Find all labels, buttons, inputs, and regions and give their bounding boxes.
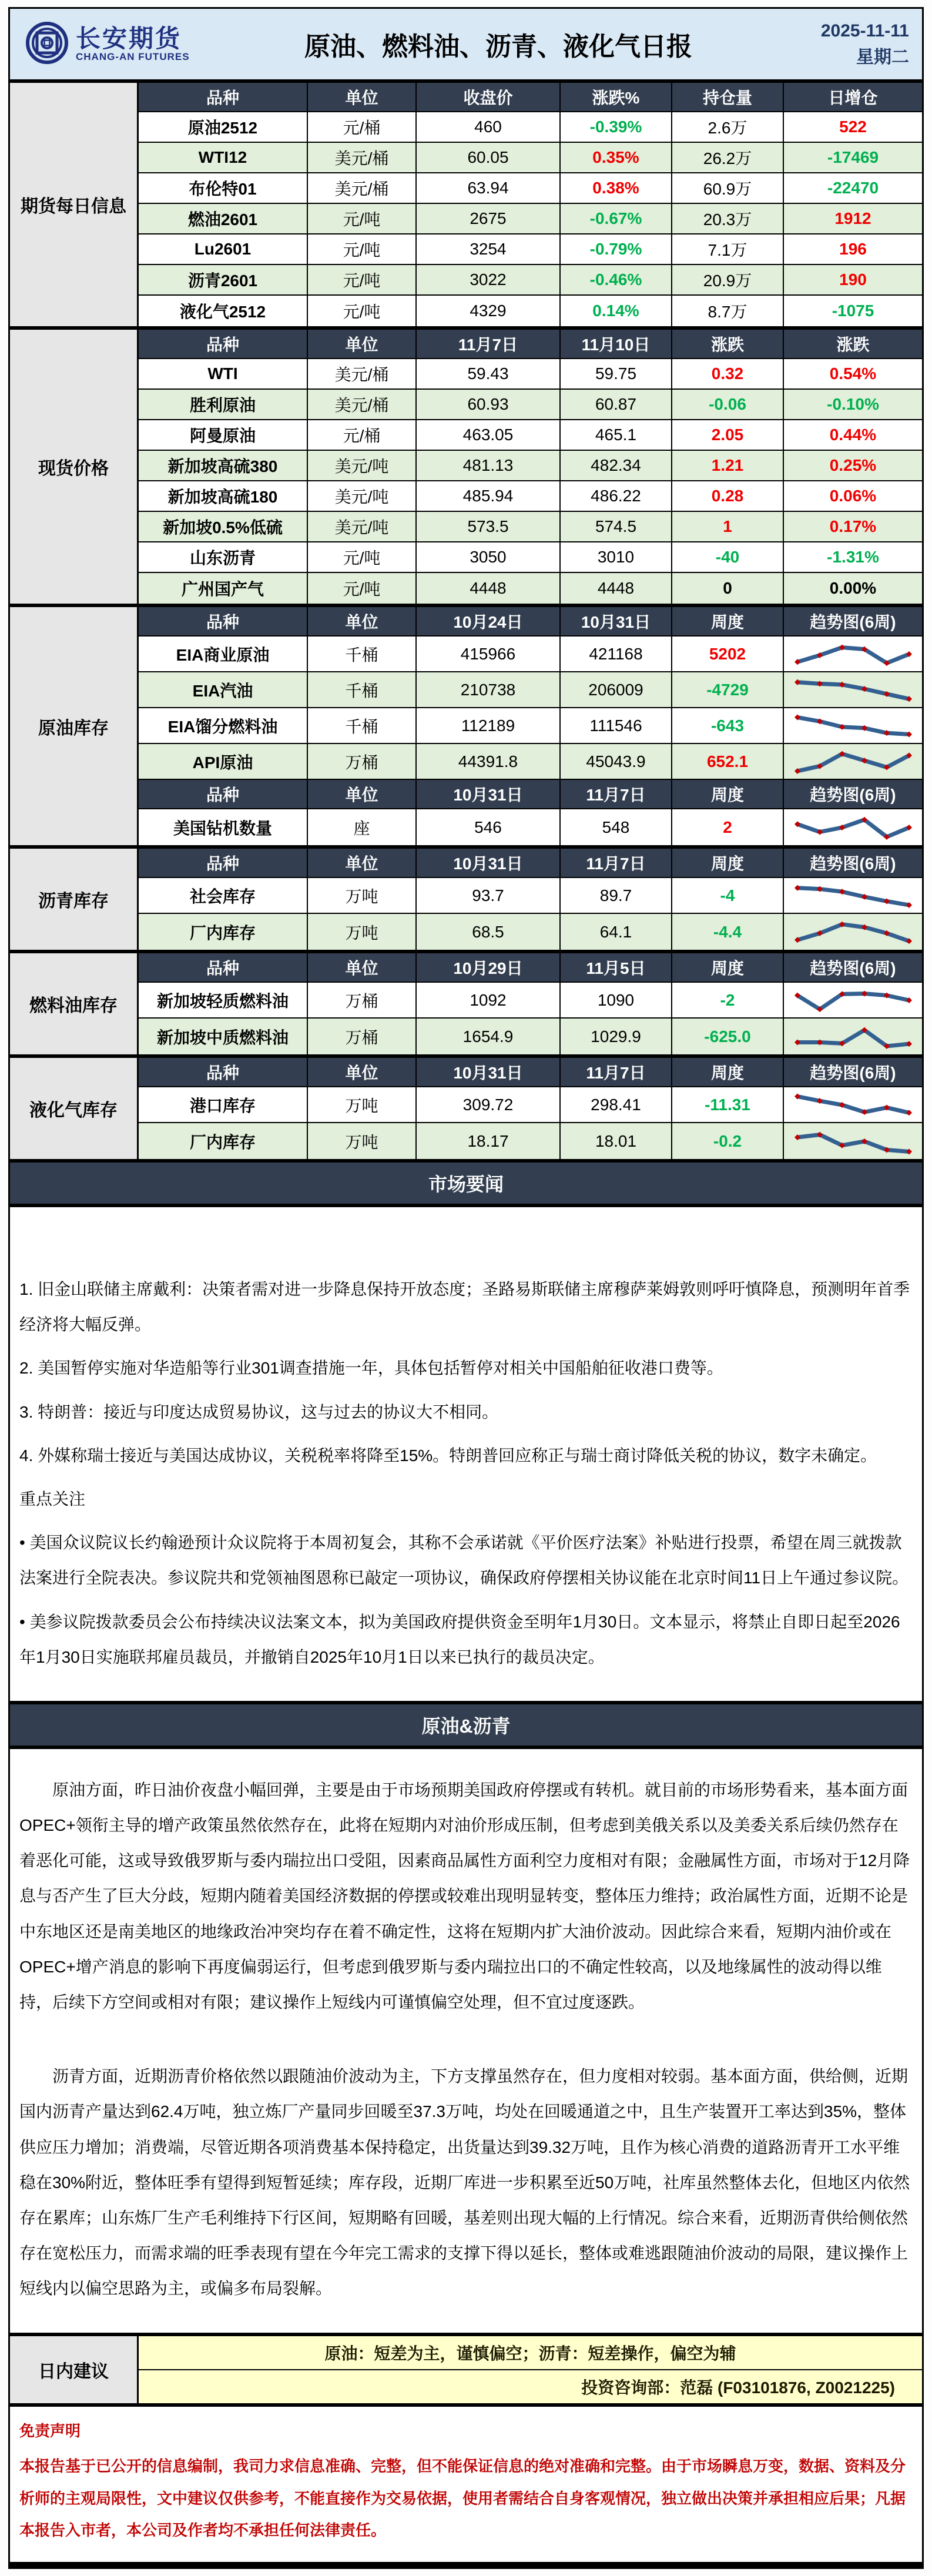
table-cell: 3254 bbox=[417, 235, 561, 265]
report-date bbox=[775, 18, 922, 71]
trend-sparkline bbox=[790, 638, 916, 670]
trend-cell bbox=[784, 1087, 922, 1123]
trend-sparkline bbox=[790, 1021, 916, 1053]
data-section bbox=[10, 953, 922, 1058]
table-cell: 63.94 bbox=[417, 173, 561, 204]
column-header: 单位 bbox=[308, 607, 417, 637]
column-header: 趋势图(6周) bbox=[784, 607, 922, 637]
table-cell: 111546 bbox=[561, 708, 672, 744]
table-cell: 60.05 bbox=[417, 143, 561, 173]
section-label: 现货价格 bbox=[10, 330, 139, 604]
column-header: 趋势图(6周) bbox=[784, 849, 922, 878]
trend-cell bbox=[784, 983, 922, 1019]
column-header: 单位 bbox=[308, 780, 417, 809]
section-table bbox=[139, 1058, 922, 1159]
table-row bbox=[139, 542, 922, 573]
table-cell: -643 bbox=[672, 708, 784, 744]
trend-cell bbox=[784, 878, 922, 914]
column-header: 趋势图(6周) bbox=[784, 780, 922, 809]
table-row bbox=[139, 1087, 922, 1123]
table-cell: 26.2万 bbox=[672, 143, 784, 173]
trend-sparkline bbox=[790, 746, 916, 778]
table-cell: 2.6万 bbox=[672, 112, 784, 143]
table-cell: 新加坡高硫180 bbox=[139, 481, 308, 512]
table-row bbox=[139, 112, 922, 143]
table-cell: 0.06% bbox=[784, 481, 922, 512]
trend-sparkline bbox=[790, 710, 916, 742]
column-header: 品种 bbox=[139, 330, 308, 359]
column-header: 单位 bbox=[308, 1058, 417, 1087]
column-header: 周度 bbox=[672, 607, 784, 637]
sections bbox=[10, 83, 922, 1163]
trend-sparkline bbox=[790, 1125, 916, 1157]
table-cell: 548 bbox=[561, 809, 672, 845]
column-header: 单位 bbox=[308, 330, 417, 359]
table-cell: 元/吨 bbox=[308, 296, 417, 326]
table-cell: 美元/桶 bbox=[308, 143, 417, 173]
trend-cell bbox=[784, 708, 922, 744]
table-cell: 原油2512 bbox=[139, 112, 308, 143]
column-header: 单位 bbox=[308, 83, 417, 112]
advice-line2: 投资咨询部：范磊 (F03101876, Z0021225) bbox=[139, 2370, 922, 2403]
table-cell: 千桶 bbox=[308, 672, 417, 708]
table-cell: 沥青2601 bbox=[139, 265, 308, 296]
table-cell: 190 bbox=[784, 265, 922, 296]
column-header: 品种 bbox=[139, 607, 308, 637]
table-cell: 厂内库存 bbox=[139, 914, 308, 950]
table-cell: 522 bbox=[784, 112, 922, 143]
news-top-spacer bbox=[19, 1222, 913, 1264]
table-cell: 新加坡0.5%低硫 bbox=[139, 512, 308, 542]
column-header: 收盘价 bbox=[417, 83, 561, 112]
table-header-row bbox=[139, 780, 922, 809]
analysis-paragraph: 沥青方面，近期沥青价格依然以跟随油价波动为主，下方支撑虽然存在，但力度相对较弱。基本面方面，供给侧，近期国内沥青产量达到62.4万吨，独立炼厂产量同步回暖至37.3万吨，均处在回暖通道之中，且生产装置开工率达到35%，整体供应压力增加；消费端，尽管近期各项消费基本保持稳定，出货量达到39.32万吨，且作为核心消费的道路沥青开工水平维稳在30%附近，整体旺季有望得到短暂延续；库存段，近期厂库进一步积累至近50万吨，社库虽然整体去化，但地区内依然存在累库；山东炼厂生产毛利维持下行区间，短期略有回暖，基差则出现大幅的上行情况。综合来看，近期沥青供给侧依然存在宽松压力，而需求端的旺季表现有望在今年完工需求的支撑下得以延长，整体或难逃跟随油价波动的局限，建议操作上短线内以偏空思路为主，或偏多布局裂解。 bbox=[19, 2067, 910, 2298]
table-cell: 元/桶 bbox=[308, 112, 417, 143]
table-cell: -4.4 bbox=[672, 914, 784, 950]
table-cell: 0 bbox=[672, 573, 784, 604]
table-cell: 573.5 bbox=[417, 512, 561, 542]
trend-sparkline bbox=[790, 674, 916, 706]
table-row bbox=[139, 390, 922, 420]
table-cell: -0.10% bbox=[784, 390, 922, 420]
disclaimer-body: 本报告基于已公开的信息编制，我司力求信息准确、完整，但不能保证信息的绝对准确和完整。由于市场瞬息万变，数据、资料及分析师的主观局限性，文中建议仅供参考，不能直接作为交易依据，使用者需结合自身客观情况，独立做出决策并承担相应后果；凡据本报告入市者，本公司及作者均不承担任何法律责任。 bbox=[19, 2457, 906, 2540]
trend-cell bbox=[784, 1019, 922, 1054]
section-label: 燃料油库存 bbox=[10, 953, 139, 1054]
trend-sparkline bbox=[790, 1089, 916, 1121]
table-row bbox=[139, 1123, 922, 1159]
table-cell: WTI12 bbox=[139, 143, 308, 173]
table-header-row bbox=[139, 83, 922, 112]
table-cell: 新加坡轻质燃料油 bbox=[139, 983, 308, 1019]
column-header: 11月7日 bbox=[561, 1058, 672, 1087]
table-row bbox=[139, 878, 922, 914]
table-row bbox=[139, 809, 922, 845]
table-header-row bbox=[139, 953, 922, 983]
table-cell: 309.72 bbox=[417, 1087, 561, 1123]
table-cell: 8.7万 bbox=[672, 296, 784, 326]
table-cell: 厂内库存 bbox=[139, 1123, 308, 1159]
news-focus-title: 重点关注 bbox=[19, 1489, 86, 1508]
table-cell: 万桶 bbox=[308, 744, 417, 780]
table-cell: 460 bbox=[417, 112, 561, 143]
table-cell: 0.17% bbox=[784, 512, 922, 542]
table-cell: 2.05 bbox=[672, 420, 784, 451]
trend-sparkline bbox=[790, 812, 916, 843]
table-cell: 1029.9 bbox=[561, 1019, 672, 1054]
column-header: 持仓量 bbox=[672, 83, 784, 112]
advice-section bbox=[10, 2336, 922, 2407]
table-cell: 广州国产气 bbox=[139, 573, 308, 604]
column-header: 10月24日 bbox=[417, 607, 561, 637]
table-cell: 5202 bbox=[672, 637, 784, 672]
table-cell: 元/吨 bbox=[308, 204, 417, 235]
table-header-row bbox=[139, 330, 922, 359]
table-cell: 元/吨 bbox=[308, 542, 417, 573]
column-header: 涨跌 bbox=[672, 330, 784, 359]
table-cell: 20.3万 bbox=[672, 204, 784, 235]
table-cell: 座 bbox=[308, 809, 417, 845]
table-cell: 415966 bbox=[417, 637, 561, 672]
column-header: 趋势图(6周) bbox=[784, 1058, 922, 1087]
table-cell: 美元/桶 bbox=[308, 359, 417, 390]
data-section bbox=[10, 1058, 922, 1163]
column-header: 10月31日 bbox=[561, 607, 672, 637]
table-cell: -1075 bbox=[784, 296, 922, 326]
column-header: 11月10日 bbox=[561, 330, 672, 359]
brand-block bbox=[10, 21, 222, 68]
report-frame bbox=[8, 7, 924, 2569]
table-cell: 2675 bbox=[417, 204, 561, 235]
column-header: 趋势图(6周) bbox=[784, 953, 922, 983]
table-cell: 463.05 bbox=[417, 420, 561, 451]
section-label: 液化气库存 bbox=[10, 1058, 139, 1159]
table-cell: 421168 bbox=[561, 637, 672, 672]
table-row bbox=[139, 573, 922, 604]
news-item: 2. 美国暂停实施对华造船等行业301调查措施一年，具体包括暂停对相关中国船舶征收港口费等。 bbox=[19, 1359, 723, 1378]
table-cell: 652.1 bbox=[672, 744, 784, 780]
table-cell: 546 bbox=[417, 809, 561, 845]
column-header: 品种 bbox=[139, 849, 308, 878]
table-cell: 59.43 bbox=[417, 359, 561, 390]
data-section bbox=[10, 607, 922, 849]
table-cell: -0.79% bbox=[561, 235, 672, 265]
table-row bbox=[139, 744, 922, 780]
column-header: 涨跌 bbox=[784, 330, 922, 359]
table-cell: 0.32 bbox=[672, 359, 784, 390]
table-cell: 0.25% bbox=[784, 451, 922, 481]
table-cell: 元/吨 bbox=[308, 573, 417, 604]
section-table bbox=[139, 330, 922, 604]
table-cell: -625.0 bbox=[672, 1019, 784, 1054]
table-cell: 元/吨 bbox=[308, 235, 417, 265]
column-header: 11月7日 bbox=[561, 849, 672, 878]
news-focus-items bbox=[19, 1525, 913, 1675]
table-cell: Lu2601 bbox=[139, 235, 308, 265]
column-header: 品种 bbox=[139, 1058, 308, 1087]
advice-content bbox=[139, 2336, 922, 2403]
table-cell: 298.41 bbox=[561, 1087, 672, 1123]
table-row bbox=[139, 265, 922, 296]
table-cell: 0.00% bbox=[784, 573, 922, 604]
table-cell: 60.9万 bbox=[672, 173, 784, 204]
table-row bbox=[139, 672, 922, 708]
table-header-row bbox=[139, 849, 922, 878]
table-cell: 59.75 bbox=[561, 359, 672, 390]
advice-label: 日内建议 bbox=[10, 2336, 139, 2403]
brand-name-en: CHANG-AN FUTURES bbox=[76, 51, 190, 63]
table-cell: 1090 bbox=[561, 983, 672, 1019]
table-cell: 210738 bbox=[417, 672, 561, 708]
brand-text bbox=[76, 26, 190, 62]
table-cell: 1 bbox=[672, 512, 784, 542]
section-table bbox=[139, 849, 922, 950]
column-header: 单位 bbox=[308, 953, 417, 983]
section-table bbox=[139, 83, 922, 326]
table-cell: 0.28 bbox=[672, 481, 784, 512]
table-row bbox=[139, 512, 922, 542]
table-row bbox=[139, 204, 922, 235]
table-cell: 112189 bbox=[417, 708, 561, 744]
trend-cell bbox=[784, 914, 922, 950]
table-row bbox=[139, 420, 922, 451]
column-header: 11月7日 bbox=[417, 330, 561, 359]
table-cell: 44391.8 bbox=[417, 744, 561, 780]
table-row bbox=[139, 235, 922, 265]
table-cell: -11.31 bbox=[672, 1087, 784, 1123]
table-cell: EIA汽油 bbox=[139, 672, 308, 708]
table-cell: 0.54% bbox=[784, 359, 922, 390]
table-cell: 20.9万 bbox=[672, 265, 784, 296]
table-cell: 486.22 bbox=[561, 481, 672, 512]
table-cell: 万吨 bbox=[308, 1087, 417, 1123]
table-cell: 18.01 bbox=[561, 1123, 672, 1159]
table-cell: 4448 bbox=[561, 573, 672, 604]
column-header: 周度 bbox=[672, 1058, 784, 1087]
table-cell: 3010 bbox=[561, 542, 672, 573]
table-cell: -22470 bbox=[784, 173, 922, 204]
table-cell: 万吨 bbox=[308, 1123, 417, 1159]
table-cell: 2 bbox=[672, 809, 784, 845]
table-cell: 布伦特01 bbox=[139, 173, 308, 204]
report-header bbox=[10, 9, 922, 83]
brand-name-cn: 长安期货 bbox=[76, 25, 182, 53]
table-cell: 1092 bbox=[417, 983, 561, 1019]
table-cell: 燃油2601 bbox=[139, 204, 308, 235]
column-header: 10月31日 bbox=[417, 849, 561, 878]
report-title: 原油、燃料油、沥青、液化气日报 bbox=[304, 32, 692, 61]
news-items bbox=[19, 1272, 913, 1473]
table-row bbox=[139, 296, 922, 326]
table-row bbox=[139, 1019, 922, 1054]
table-row bbox=[139, 481, 922, 512]
trend-cell bbox=[784, 1123, 922, 1159]
news-item: 3. 特朗普：接近与印度达成贸易协议，这与过去的协议大不相同。 bbox=[19, 1402, 499, 1421]
table-cell: 新加坡高硫380 bbox=[139, 451, 308, 481]
trend-sparkline bbox=[790, 984, 916, 1016]
news-focus-item: • 美国众议院议长约翰逊预计众议院将于本周初复会，其称不会承诺就《平价医疗法案》补贴进行投票，希望在周三就拨款法案进行全院表决。参议院共和党领袖图恩称已敲定一项协议，确保政府停摆相关协议能在北京时间11日上午通过参议院。 bbox=[19, 1533, 909, 1587]
table-row bbox=[139, 143, 922, 173]
table-cell: 1912 bbox=[784, 204, 922, 235]
table-cell: 社会库存 bbox=[139, 878, 308, 914]
table-header-row bbox=[139, 1058, 922, 1087]
analysis-banner: 原油&沥青 bbox=[10, 1704, 922, 1749]
table-row bbox=[139, 637, 922, 672]
section-table bbox=[139, 953, 922, 1054]
table-cell: 89.7 bbox=[561, 878, 672, 914]
column-header: 单位 bbox=[308, 849, 417, 878]
table-cell: 3050 bbox=[417, 542, 561, 573]
table-cell: 万吨 bbox=[308, 878, 417, 914]
table-cell: WTI bbox=[139, 359, 308, 390]
table-cell: -1.31% bbox=[784, 542, 922, 573]
table-cell: 206009 bbox=[561, 672, 672, 708]
table-cell: -4 bbox=[672, 878, 784, 914]
table-row bbox=[139, 451, 922, 481]
table-cell: 千桶 bbox=[308, 637, 417, 672]
table-cell: -0.2 bbox=[672, 1123, 784, 1159]
column-header: 周度 bbox=[672, 849, 784, 878]
table-cell: 液化气2512 bbox=[139, 296, 308, 326]
table-cell: 0.44% bbox=[784, 420, 922, 451]
table-cell: 美元/吨 bbox=[308, 512, 417, 542]
column-header: 11月7日 bbox=[561, 780, 672, 809]
table-cell: -0.67% bbox=[561, 204, 672, 235]
table-cell: 千桶 bbox=[308, 708, 417, 744]
table-cell: EIA馏分燃料油 bbox=[139, 708, 308, 744]
table-row bbox=[139, 359, 922, 390]
table-cell: 山东沥青 bbox=[139, 542, 308, 573]
table-row bbox=[139, 983, 922, 1019]
disclaimer-title: 免责声明 bbox=[19, 2421, 81, 2440]
data-section bbox=[10, 849, 922, 953]
table-cell: 60.87 bbox=[561, 390, 672, 420]
table-cell: 万桶 bbox=[308, 983, 417, 1019]
news-block bbox=[10, 1207, 922, 1704]
trend-sparkline bbox=[790, 880, 916, 912]
table-cell: 3022 bbox=[417, 265, 561, 296]
column-header: 品种 bbox=[139, 83, 308, 112]
column-header: 10月29日 bbox=[417, 953, 561, 983]
table-cell: 481.13 bbox=[417, 451, 561, 481]
table-cell: 4448 bbox=[417, 573, 561, 604]
data-section bbox=[10, 330, 922, 607]
table-cell: -4729 bbox=[672, 672, 784, 708]
news-item: 4. 外媒称瑞士接近与美国达成协议，关税税率将降至15%。特朗普回应称正与瑞士商讨降低关税的协议，数字未确定。 bbox=[19, 1446, 877, 1465]
table-cell: 阿曼原油 bbox=[139, 420, 308, 451]
table-cell: API原油 bbox=[139, 744, 308, 780]
table-cell: 93.7 bbox=[417, 878, 561, 914]
table-cell: 1.21 bbox=[672, 451, 784, 481]
table-cell: 胜利原油 bbox=[139, 390, 308, 420]
trend-cell bbox=[784, 744, 922, 780]
table-cell: -17469 bbox=[784, 143, 922, 173]
column-header: 品种 bbox=[139, 780, 308, 809]
analysis-block bbox=[10, 1749, 922, 2336]
table-row bbox=[139, 173, 922, 204]
column-header: 品种 bbox=[139, 953, 308, 983]
table-cell: EIA商业原油 bbox=[139, 637, 308, 672]
table-cell: 美元/桶 bbox=[308, 390, 417, 420]
date-value: 2025-11-11 bbox=[820, 21, 909, 41]
table-cell: 485.94 bbox=[417, 481, 561, 512]
advice-line1: 原油：短差为主，谨慎偏空；沥青：短差操作，偏空为辅 bbox=[139, 2336, 922, 2370]
table-cell: 0.38% bbox=[561, 173, 672, 204]
weekday-value: 星期二 bbox=[856, 48, 909, 67]
table-row bbox=[139, 708, 922, 744]
section-label: 期货每日信息 bbox=[10, 83, 139, 326]
changan-logo-icon bbox=[25, 21, 69, 68]
table-cell: 4329 bbox=[417, 296, 561, 326]
news-banner: 市场要闻 bbox=[10, 1163, 922, 1207]
section-label: 原油库存 bbox=[10, 607, 139, 845]
table-cell: 45043.9 bbox=[561, 744, 672, 780]
news-focus-item: • 美参议院拨款委员会公布持续决议法案文本，拟为美国政府提供资金至明年1月30日。文本显示，将禁止自即日起至2026年1月30日实施联邦雇员裁员，并撤销自2025年10月1日以来已执行的裁员决定。 bbox=[19, 1612, 900, 1666]
column-header: 10月31日 bbox=[417, 1058, 561, 1087]
section-label: 沥青库存 bbox=[10, 849, 139, 950]
news-item: 1. 旧金山联储主席戴利：决策者需对进一步降息保持开放态度；圣路易斯联储主席穆萨莱姆敦则呼吁慎降息，预测明年首季经济将大幅反弹。 bbox=[19, 1280, 910, 1334]
table-cell: 18.17 bbox=[417, 1123, 561, 1159]
analysis-paragraph: 原油方面，昨日油价夜盘小幅回弹，主要是由于市场预期美国政府停摆或有转机。就目前的市场形势看来，基本面方面OPEC+领衔主导的增产政策虽然依然存在，此将在短期内对油价形成压制，但考虑到美俄关系以及美委关系后续仍然存在着恶化可能，这或导致俄罗斯与委内瑞拉出口受阻，因素商品属性方面利空力度相对有限；金融属性方面，市场对于12月降息与否产生了巨大分歧，短期内随着美国经济数据的停摆或较难出现明显转变，整体压力维持；政治属性方面，近期不论是中东地区还是南美地区的地缘政治冲突均存在着不确定性，这将在短期内扩大油价波动。因此综合来看，短期内油价或在OPEC+增产消息的影响下再度偏弱运行，但考虑到俄罗斯与委内瑞拉出口的不确定性较高，以及地缘属性的波动得以维持，后续下方空间或相对有限；建议操作上短线内可谨慎偏空处理，但不宜过度逐跌。 bbox=[19, 1780, 910, 2011]
table-cell: -40 bbox=[672, 542, 784, 573]
table-cell: 万桶 bbox=[308, 1019, 417, 1054]
disclaimer-block bbox=[10, 2407, 922, 2562]
table-cell: 万吨 bbox=[308, 914, 417, 950]
table-cell: 美元/吨 bbox=[308, 481, 417, 512]
trend-cell bbox=[784, 637, 922, 672]
table-cell: 0.14% bbox=[561, 296, 672, 326]
trend-cell bbox=[784, 809, 922, 845]
table-cell: -0.46% bbox=[561, 265, 672, 296]
table-cell: 1654.9 bbox=[417, 1019, 561, 1054]
column-header: 11月5日 bbox=[561, 953, 672, 983]
table-cell: 美元/桶 bbox=[308, 173, 417, 204]
section-table bbox=[139, 607, 922, 845]
table-cell: 新加坡中质燃料油 bbox=[139, 1019, 308, 1054]
column-header: 日增仓 bbox=[784, 83, 922, 112]
data-section bbox=[10, 83, 922, 330]
column-header: 周度 bbox=[672, 953, 784, 983]
table-cell: 64.1 bbox=[561, 914, 672, 950]
table-cell: 元/桶 bbox=[308, 420, 417, 451]
table-cell: 7.1万 bbox=[672, 235, 784, 265]
table-cell: 574.5 bbox=[561, 512, 672, 542]
table-header-row bbox=[139, 607, 922, 637]
trend-sparkline bbox=[790, 916, 916, 948]
table-cell: -2 bbox=[672, 983, 784, 1019]
table-cell: -0.39% bbox=[561, 112, 672, 143]
table-cell: 60.93 bbox=[417, 390, 561, 420]
table-cell: 0.35% bbox=[561, 143, 672, 173]
table-cell: 196 bbox=[784, 235, 922, 265]
table-cell: 美国钻机数量 bbox=[139, 809, 308, 845]
table-row bbox=[139, 914, 922, 950]
column-header: 涨跌% bbox=[561, 83, 672, 112]
column-header: 10月31日 bbox=[417, 780, 561, 809]
table-cell: 68.5 bbox=[417, 914, 561, 950]
trend-cell bbox=[784, 672, 922, 708]
column-header: 周度 bbox=[672, 780, 784, 809]
table-cell: 465.1 bbox=[561, 420, 672, 451]
table-cell: 元/吨 bbox=[308, 265, 417, 296]
table-cell: -0.06 bbox=[672, 390, 784, 420]
table-cell: 港口库存 bbox=[139, 1087, 308, 1123]
table-cell: 482.34 bbox=[561, 451, 672, 481]
table-cell: 美元/吨 bbox=[308, 451, 417, 481]
